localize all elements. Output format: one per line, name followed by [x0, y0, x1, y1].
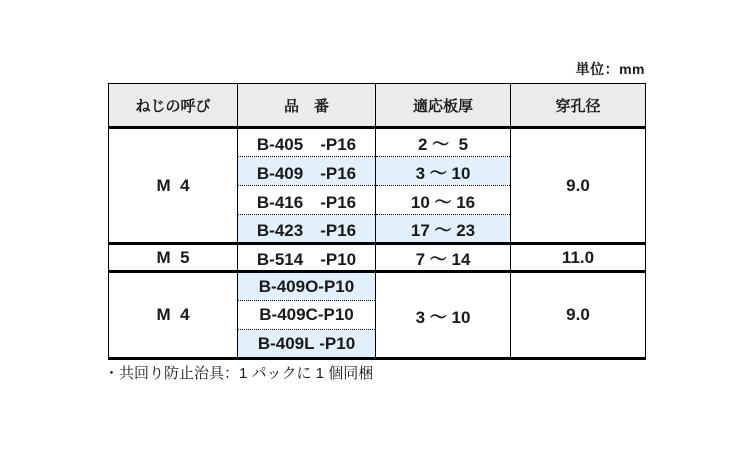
column-header-bore-diameter: 穿孔径 [511, 84, 646, 128]
footnote-anti-rotation-jig: ・共回り防止治具：1 パックに 1 個同梱 [104, 365, 374, 382]
cell-part-number: B-514 -P10 [238, 244, 376, 272]
cell-plate-thickness: 10 ～ 16 [376, 186, 511, 215]
cell-part-number: B-405 -P16 [238, 128, 376, 157]
cell-screw-size: M 4 [109, 128, 238, 244]
cell-part-number: B-423 -P16 [238, 215, 376, 244]
column-header-plate-thickness: 適応板厚 [376, 84, 511, 128]
cell-part-number: B-409O-P10 [238, 272, 376, 301]
cell-bore-diameter: 11.0 [511, 244, 646, 272]
column-header-screw-size: ねじの呼び [109, 84, 238, 128]
table-row [109, 272, 646, 301]
unit-label: 単位：mm [575, 61, 645, 77]
table-row [109, 244, 646, 272]
cell-bore-diameter: 9.0 [511, 128, 646, 244]
screw-spec-table [108, 83, 646, 360]
cell-plate-thickness: 2 ～ 5 [376, 128, 511, 157]
cell-plate-thickness: 7 ～ 14 [376, 244, 511, 272]
cell-screw-size: M 4 [109, 272, 238, 359]
column-header-part-number: 品 番 [238, 84, 376, 128]
cell-bore-diameter: 9.0 [511, 272, 646, 359]
cell-part-number: B-416 -P16 [238, 186, 376, 215]
cell-part-number: B-409C-P10 [238, 301, 376, 330]
cell-part-number: B-409 -P16 [238, 157, 376, 186]
cell-plate-thickness: 17 ～ 23 [376, 215, 511, 244]
cell-plate-thickness: 3 ～ 10 [376, 272, 511, 359]
cell-screw-size: M 5 [109, 244, 238, 272]
cell-part-number: B-409L -P10 [238, 330, 376, 359]
table-row [109, 128, 646, 157]
cell-plate-thickness: 3 ～ 10 [376, 157, 511, 186]
header-row [109, 84, 646, 128]
